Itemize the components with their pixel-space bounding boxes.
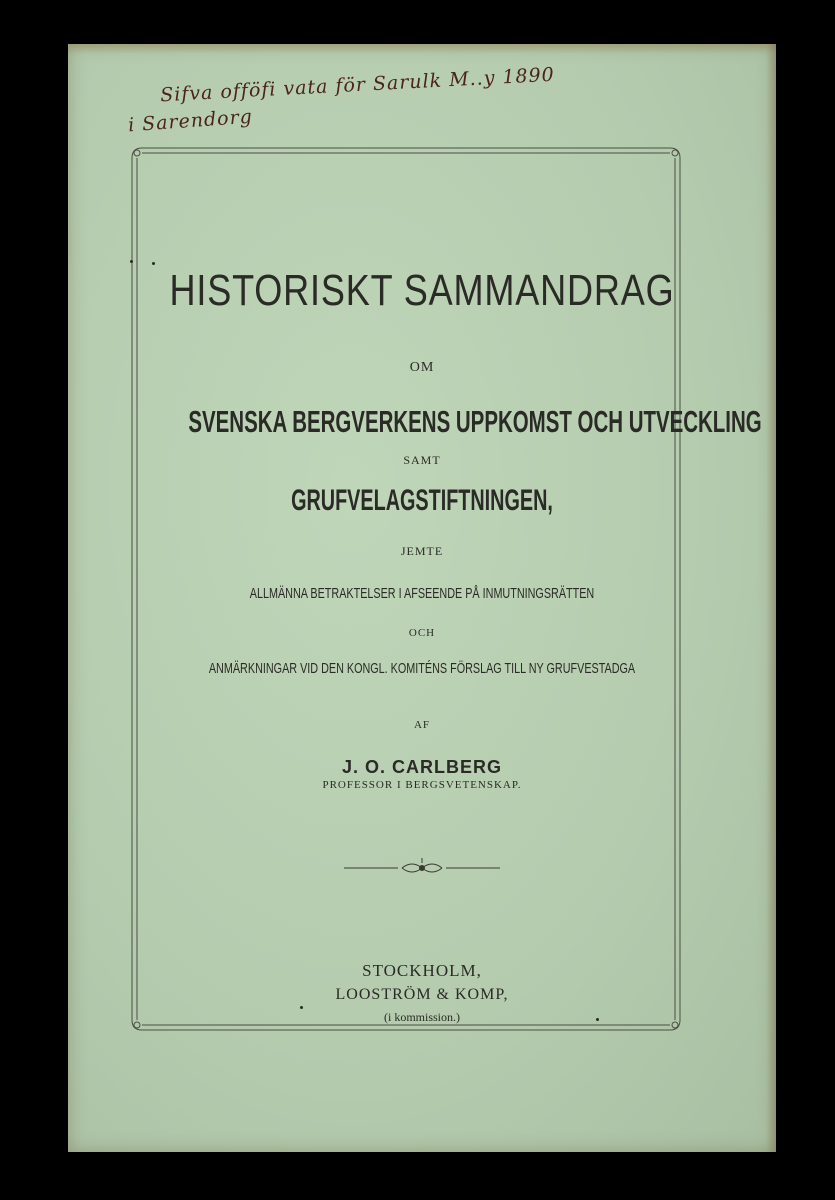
paper-speck [130,260,133,263]
author-title: PROFESSOR I BERGSVETENSKAP. [322,779,522,791]
connector-samt: SAMT [403,453,441,467]
connector-jemte: JEMTE [400,544,444,558]
publisher-city: STOCKHOLM, [362,961,482,980]
subtitle-svenska-bergverkens: SVENSKA BERGVERKENS UPPKOMST OCH UTVECKLING [188,404,762,439]
subtitle-allmanna-betraktelser: ALLMÄNNA BETRAKTELSER I AFSEENDE PÅ INMUTNINGSRÄTTEN [249,585,595,602]
connector-och: OCH [408,627,436,639]
main-title: HISTORISKT SAMMANDRAG [169,266,675,315]
paper-speck [300,1006,303,1009]
connector-af: AF [413,719,431,731]
handwritten-inscription-line-2: i Sarendorg [127,105,254,137]
subtitle-grufvelagstiftningen: GRUFVELAGSTIFTNINGEN, [291,484,553,517]
book-cover [68,44,776,1152]
paper-speck [596,1018,599,1021]
worn-top-edge [68,44,776,54]
publisher-name: LOOSTRÖM & KOMP, [335,986,509,1003]
ornament-divider [342,856,502,880]
publisher-note: (i kommission.) [383,1010,460,1024]
paper-speck [152,262,155,265]
author-name: J. O. CARLBERG [341,757,502,777]
connector-om: OM [409,360,435,375]
subtitle-anmarkningar: ANMÄRKNINGAR VID DEN KONGL. KOMITÉNS FÖRSLAG TILL NY GRUFVESTADGA [208,660,636,677]
handwritten-inscription-line-1: Sifva offöfi vata för Sarulk M..y 1890 [159,63,556,107]
